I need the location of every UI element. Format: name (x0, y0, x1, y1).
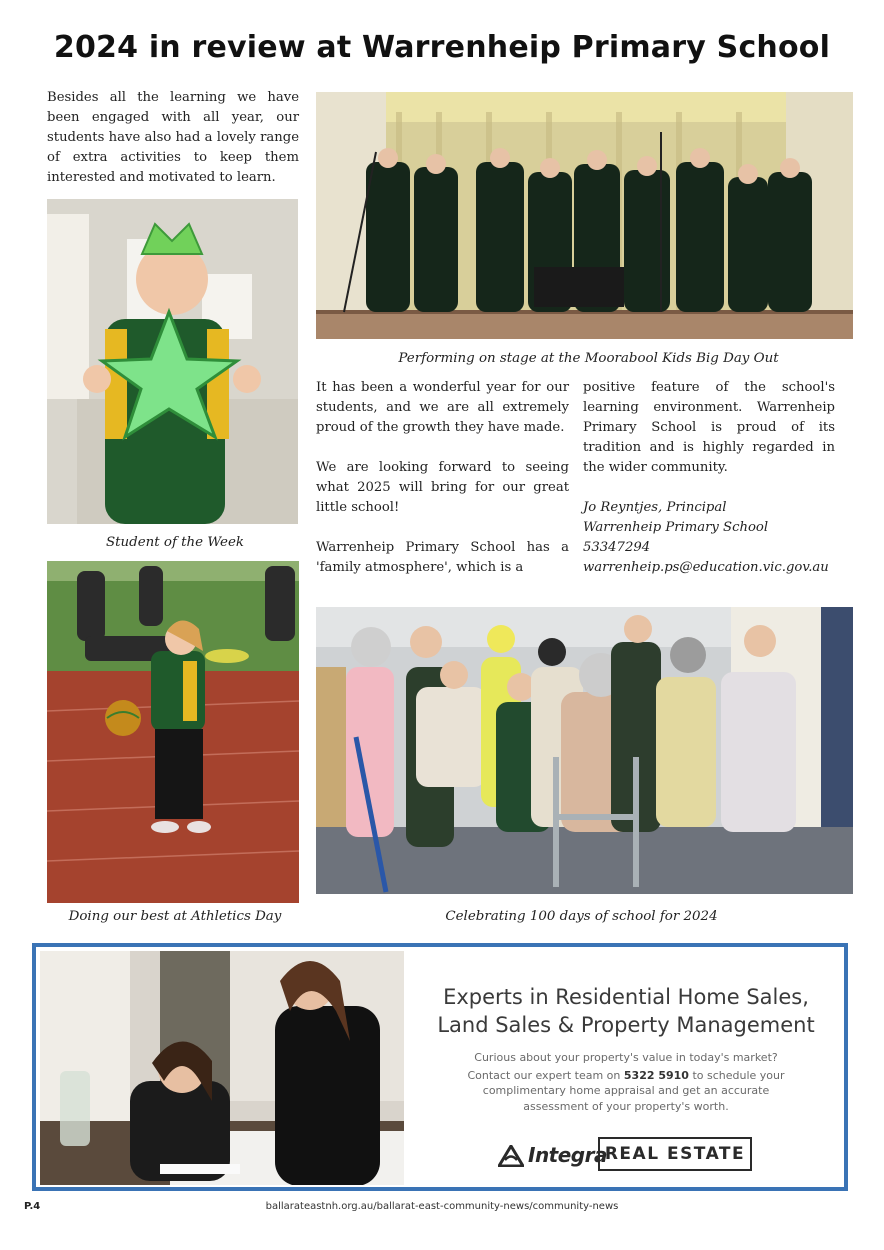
article-column-2-continuation: positive feature of the school's learning environment. Warrenheip Primary School is proud of its tradition and is highly regarded in the wider community. (583, 380, 835, 475)
ad-headline-line-1: Experts in Residential Home Sales, (443, 985, 809, 1009)
student-caption: Student of the Week (105, 535, 245, 550)
page-number: P.4 (24, 1201, 41, 1212)
ad-phone[interactable]: 5322 5910 (623, 1068, 689, 1082)
article-paragraph-1: It has been a wonderful year for our students, and we are all extremely proud of the growth they have made. (316, 380, 569, 435)
signature-name: Jo Reyntjes, Principal (583, 500, 727, 515)
article-paragraph-2: We are looking forward to seeing what 2025 will bring for our great little school! (316, 460, 569, 515)
ad-body-line-1: Curious about your property's value in today's market? (474, 1051, 778, 1064)
integra-mark-icon (498, 1145, 524, 1167)
signature-block (583, 498, 853, 578)
stage-photo (316, 92, 853, 339)
stage-caption: Performing on stage at the Moorabool Kids Big Day Out (398, 351, 779, 366)
advertisement[interactable] (32, 943, 848, 1191)
hundred-days-caption: Celebrating 100 days of school for 2024 (445, 909, 718, 924)
real-estate-badge: REAL ESTATE (598, 1137, 752, 1171)
ad-photo (40, 951, 404, 1185)
ad-body-post: to schedule your complimentary home appraisal and get an accurate assessment of your property's worth. (482, 1068, 785, 1113)
student-of-week-photo (47, 199, 298, 524)
ad-body (456, 1050, 796, 1114)
athletics-photo (47, 561, 299, 903)
signature-school: Warrenheip Primary School (583, 520, 769, 535)
ad-headline-line-2: Land Sales & Property Management (437, 1013, 815, 1037)
hundred-days-photo (316, 607, 853, 894)
article-column-1 (316, 378, 569, 538)
ad-headline (408, 983, 844, 1039)
page-title: 2024 in review at Warrenheip Primary School (53, 30, 831, 65)
signature-phone: 53347294 (583, 540, 651, 555)
athletics-caption: Doing our best at Athletics Day (68, 909, 282, 924)
ad-body-pre: Contact our expert team on (467, 1068, 621, 1082)
brand-name: Integra (528, 1143, 607, 1167)
integra-logo[interactable] (498, 1137, 758, 1177)
intro-paragraph: Besides all the learning we have been engaged with all year, our students have also had a lovely range of extra activities to keep them interested and motivated to learn. (47, 90, 299, 185)
footer-url[interactable]: ballarateastnh.org.au/ballarat-east-community-news/community-news (265, 1201, 619, 1212)
signature-email[interactable]: warrenheip.ps@education.vic.gov.au (583, 560, 829, 575)
article-paragraph-3: Warrenheip Primary School has a 'family atmosphere', which is a (316, 540, 569, 575)
